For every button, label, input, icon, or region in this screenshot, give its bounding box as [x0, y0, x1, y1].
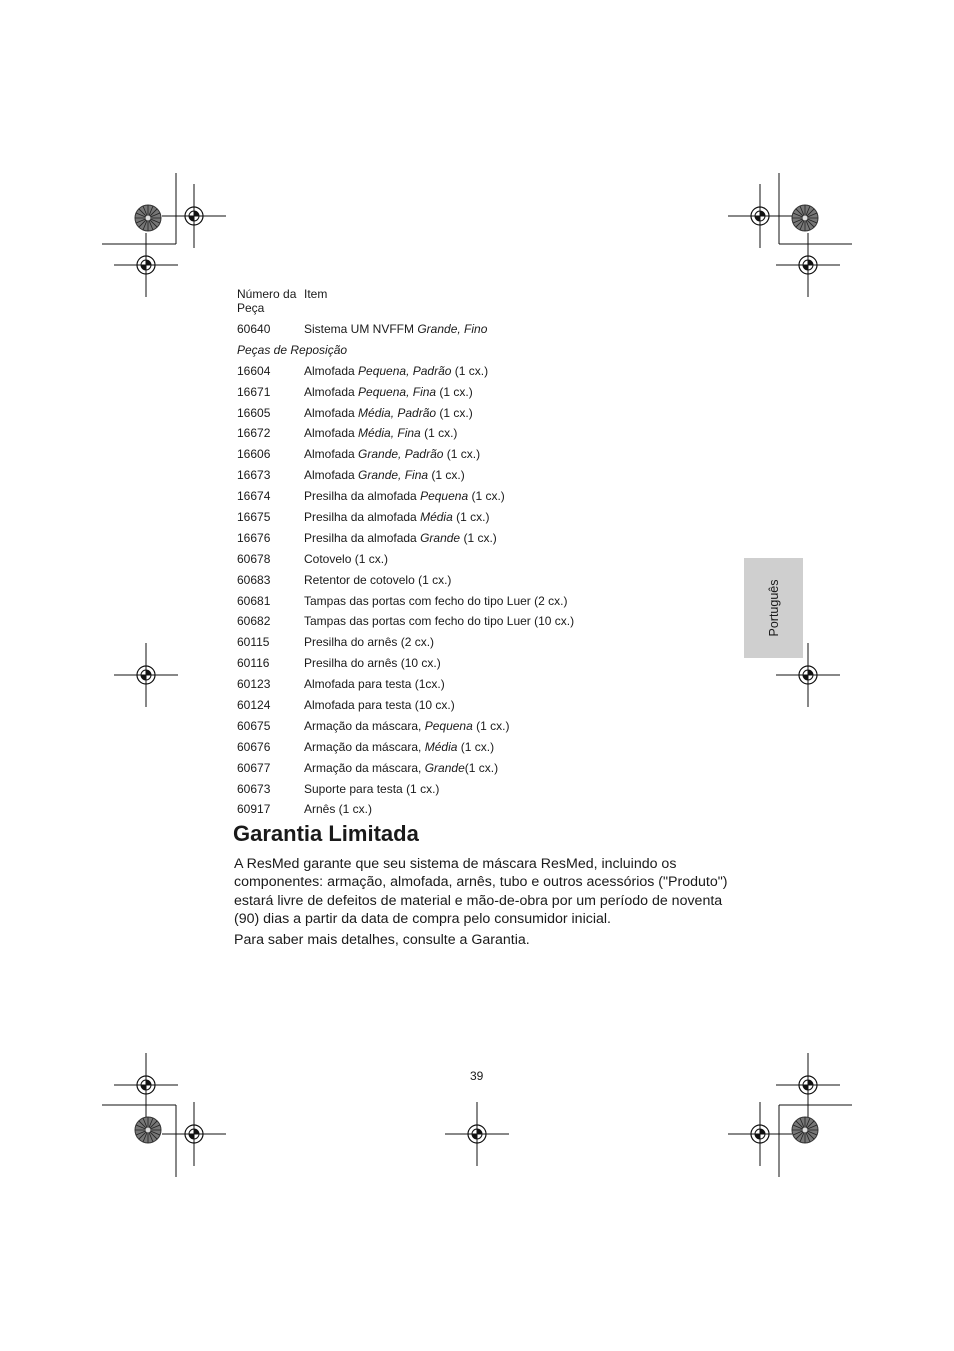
warranty-title: Garantia Limitada: [233, 821, 419, 846]
part-description: Almofada Média, Padrão (1 cx.): [304, 405, 473, 420]
table-header: [237, 287, 737, 317]
part-number: 16606: [237, 447, 271, 462]
part-description: Tampas das portas com fecho do tipo Luer (10 cx.): [304, 614, 575, 629]
part-number: 16673: [237, 468, 271, 483]
table-row: [237, 385, 737, 406]
table-row-system: [237, 322, 737, 343]
part-number: 60682: [237, 614, 271, 629]
part-description: Almofada Pequena, Padrão (1 cx.): [304, 363, 489, 378]
part-number: 60115: [237, 635, 270, 650]
part-description: Sistema UM NVFFM Grande, Fino: [304, 322, 488, 336]
part-description: Almofada Pequena, Fina (1 cx.): [304, 384, 473, 399]
part-number: 16674: [237, 489, 271, 504]
table-row: [237, 447, 737, 468]
part-number: 60123: [237, 677, 271, 692]
part-number: 60675: [237, 718, 271, 733]
replacement-parts-subheading: Peças de Reposição: [237, 342, 348, 357]
part-description: Armação da máscara, Pequena (1 cx.): [304, 718, 510, 733]
table-row: [237, 594, 737, 615]
part-number: 16675: [237, 510, 271, 525]
part-number: 16605: [237, 405, 271, 420]
table-row: [237, 719, 737, 740]
table-row: [237, 782, 737, 803]
part-number: 60673: [237, 781, 271, 796]
replacement-parts-list: [237, 364, 737, 824]
part-number: 16604: [237, 363, 271, 378]
part-number: 60683: [237, 572, 271, 587]
part-description: Almofada Grande, Fina (1 cx.): [304, 468, 465, 483]
part-description: Cotovelo (1 cx.): [304, 551, 389, 566]
table-row: [237, 573, 737, 594]
part-description: Suporte para testa (1 cx.): [304, 781, 440, 796]
table-row: [237, 698, 737, 719]
table-row: [237, 531, 737, 552]
part-number: 60124: [237, 698, 271, 713]
table-row: [237, 552, 737, 573]
table-row: [237, 740, 737, 761]
part-description: Almofada para testa (10 cx.): [304, 698, 455, 713]
part-number: 16676: [237, 530, 271, 545]
table-row: [237, 761, 737, 782]
header-part-number: Número da Peça: [237, 287, 297, 315]
part-description: Arnês (1 cx.): [304, 802, 373, 817]
part-description: Armação da máscara, Grande(1 cx.): [304, 760, 499, 775]
table-row: [237, 489, 737, 510]
part-description: Tampas das portas com fecho do tipo Luer (2 cx.): [304, 593, 568, 608]
table-row: [237, 510, 737, 531]
part-description: Almofada Grande, Padrão (1 cx.): [304, 447, 481, 462]
language-tab: [744, 558, 803, 658]
part-description: Presilha do arnês (10 cx.): [304, 656, 441, 671]
table-row: [237, 635, 737, 656]
header-item: Item: [304, 287, 328, 301]
table-row: [237, 656, 737, 677]
parts-table: [237, 287, 737, 823]
part-number: 16671: [237, 384, 271, 399]
part-description: Almofada para testa (1cx.): [304, 677, 445, 692]
table-row: [237, 468, 737, 489]
table-row: [237, 677, 737, 698]
table-row: [237, 364, 737, 385]
table-row: [237, 406, 737, 427]
part-number: 60681: [237, 593, 271, 608]
part-number: 60678: [237, 551, 271, 566]
part-number: 60676: [237, 739, 271, 754]
part-number: 60917: [237, 802, 271, 817]
part-description: Presilha da almofada Grande (1 cx.): [304, 530, 497, 545]
language-tab-label: Português: [766, 579, 781, 637]
part-description: Almofada Média, Fina (1 cx.): [304, 426, 458, 441]
table-row: [237, 426, 737, 447]
part-number: 60640: [237, 322, 271, 336]
page-number: 39: [470, 1069, 484, 1083]
part-number: 60116: [237, 656, 270, 671]
part-number: 60677: [237, 760, 271, 775]
part-description: Retentor de cotovelo (1 cx.): [304, 572, 452, 587]
part-description: Presilha da almofada Média (1 cx.): [304, 510, 490, 525]
part-description: Armação da máscara, Média (1 cx.): [304, 739, 495, 754]
table-row: [237, 614, 737, 635]
part-description: Presilha da almofada Pequena (1 cx.): [304, 489, 505, 504]
part-description: Presilha do arnês (2 cx.): [304, 635, 435, 650]
warranty-paragraph: A ResMed garante que seu sistema de máscara ResMed, incluindo os componentes: armação, almofada, arnês, tubo e outros acessórios ("Produto") estará livre de defeitos de material e mão-de-obra por um período de noventa (90) dias a partir da data de compra pelo consumidor inicial.: [234, 856, 728, 928]
warranty-details-note: Para saber mais detalhes, consulte a Garantia.: [234, 932, 530, 948]
part-number: 16672: [237, 426, 271, 441]
